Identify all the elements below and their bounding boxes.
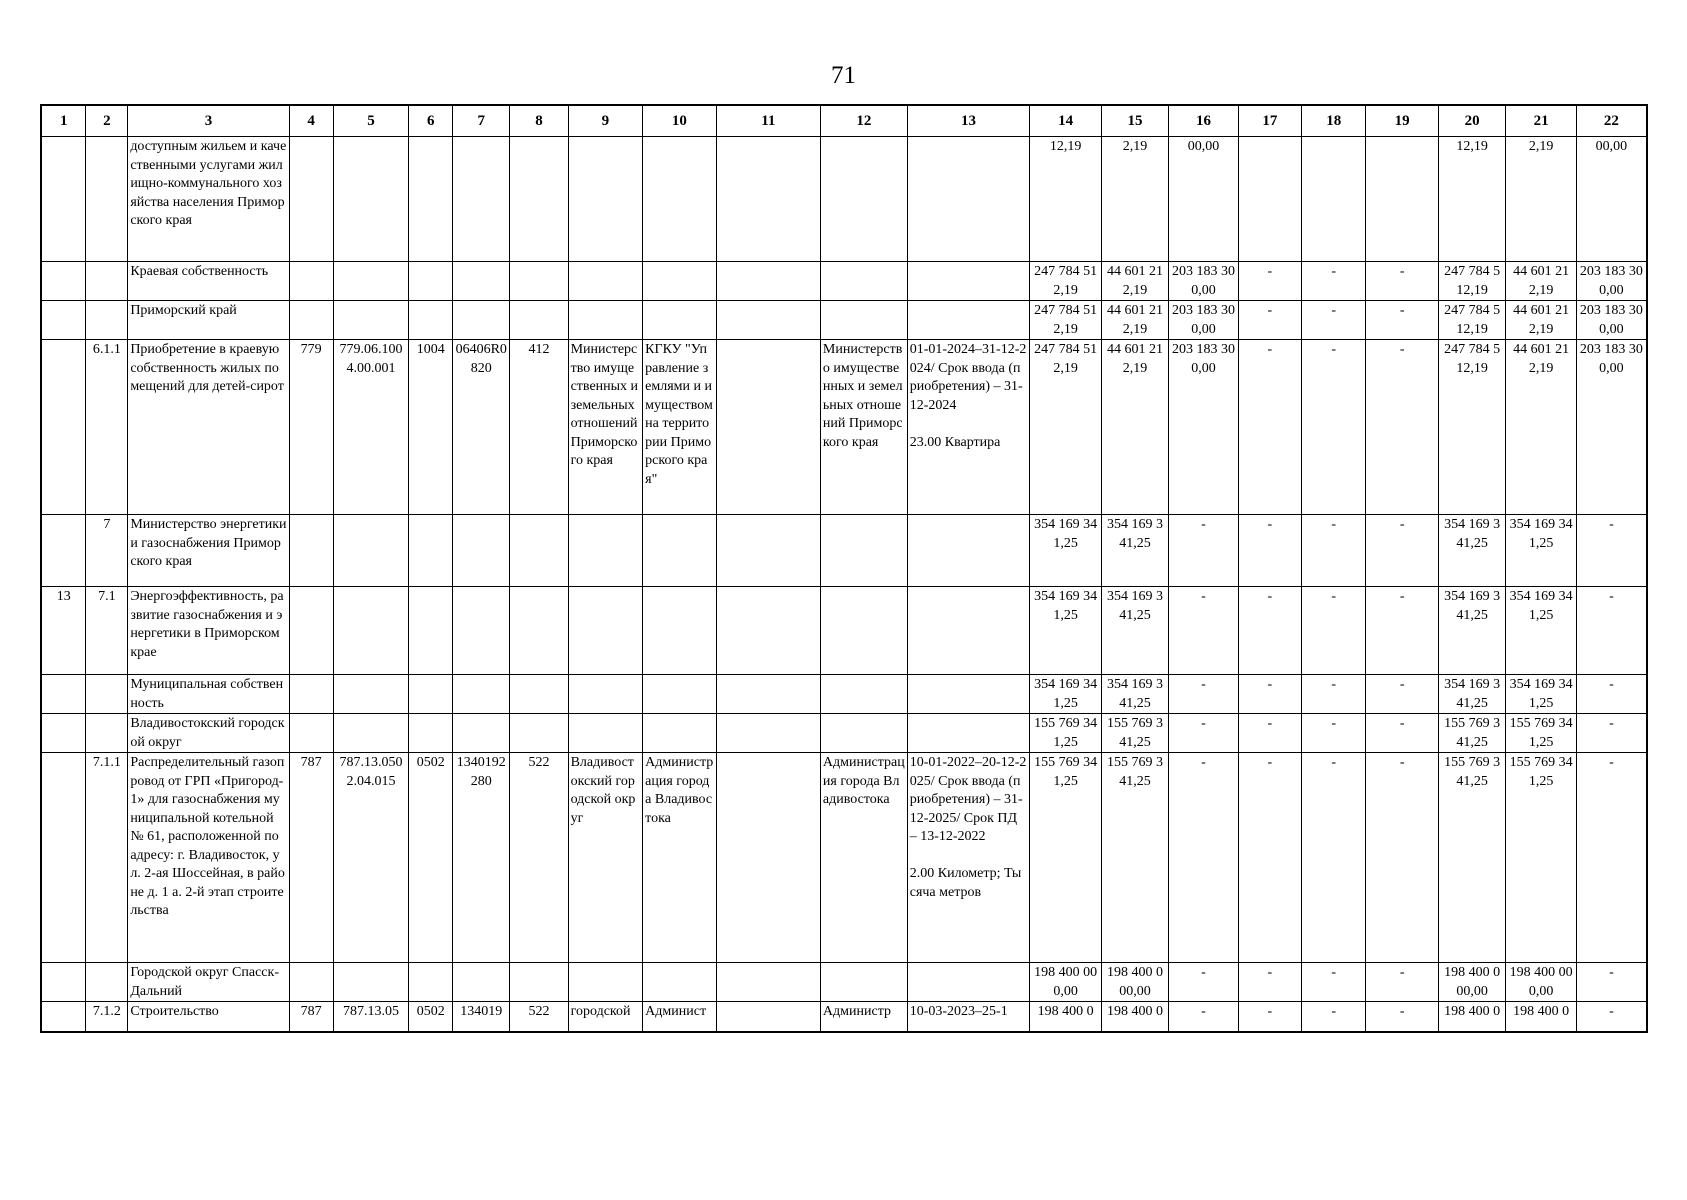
table-row: [41, 714, 1647, 753]
table-cell: [289, 515, 333, 587]
table-cell: 155 769 341,25: [1030, 753, 1102, 963]
table-cell: Строительство: [128, 1002, 289, 1032]
table-cell: [333, 301, 409, 340]
table-cell: -: [1169, 1002, 1238, 1032]
table-row: [41, 137, 1647, 262]
table-cell: [643, 675, 717, 714]
table-cell: 155 769 341,25: [1101, 753, 1168, 963]
column-header: 17: [1238, 105, 1301, 137]
table-cell: -: [1238, 340, 1301, 515]
table-row: [41, 262, 1647, 301]
table-cell: 1340192280: [453, 753, 510, 963]
table-cell: [289, 262, 333, 301]
table-row: [41, 587, 1647, 675]
table-cell: [716, 753, 820, 963]
table-cell: 787.13.0502.04.015: [333, 753, 409, 963]
table-cell: -: [1302, 753, 1366, 963]
table-header-row: [41, 105, 1647, 137]
table-cell: [1366, 137, 1439, 262]
table-cell: [716, 587, 820, 675]
table-cell: [820, 301, 907, 340]
table-cell: 198 400 0: [1438, 1002, 1505, 1032]
column-header: 5: [333, 105, 409, 137]
table-cell: [409, 714, 453, 753]
table-cell: 155 769 341,25: [1438, 714, 1505, 753]
table-cell: -: [1169, 753, 1238, 963]
table-cell: Энергоэффективность, развитие газоснабжения и энергетики в Приморском крае: [128, 587, 289, 675]
table-cell: 44 601 212,19: [1101, 301, 1168, 340]
table-cell: 354 169 341,25: [1506, 515, 1576, 587]
table-cell: -: [1238, 963, 1301, 1002]
table-cell: [716, 301, 820, 340]
table-cell: [907, 675, 1030, 714]
table-cell: [716, 714, 820, 753]
table-cell: 354 169 341,25: [1101, 587, 1168, 675]
table-cell: 44 601 212,19: [1506, 301, 1576, 340]
table-cell: [409, 587, 453, 675]
table-cell: -: [1238, 1002, 1301, 1032]
table-cell: [510, 515, 568, 587]
table-cell: [568, 963, 643, 1002]
table-cell: [643, 963, 717, 1002]
table-cell: -: [1302, 963, 1366, 1002]
table-cell: [86, 714, 128, 753]
table-cell: 522: [510, 753, 568, 963]
table-cell: [820, 587, 907, 675]
table-cell: Владивостокский городской округ: [128, 714, 289, 753]
table-cell: [1302, 137, 1366, 262]
table-cell: 10-01-2022–20-12-2025/ Срок ввода (приобретения) – 31-12-2025/ Срок ПД – 13-12-2022 2.00 Километр; Тысяча метров: [907, 753, 1030, 963]
table-row: [41, 963, 1647, 1002]
table-cell: 1004: [409, 340, 453, 515]
table-cell: 2,19: [1101, 137, 1168, 262]
table-cell: [716, 340, 820, 515]
table-cell: -: [1366, 587, 1439, 675]
table-cell: [716, 515, 820, 587]
table-cell: -: [1302, 340, 1366, 515]
table-cell: -: [1576, 753, 1647, 963]
table-cell: -: [1238, 587, 1301, 675]
table-cell: 198 400 000,00: [1101, 963, 1168, 1002]
table-cell: -: [1238, 515, 1301, 587]
table-cell: [820, 515, 907, 587]
table-cell: городской: [568, 1002, 643, 1032]
column-header: 20: [1438, 105, 1505, 137]
table-row: [41, 515, 1647, 587]
table-cell: [510, 587, 568, 675]
table-cell: -: [1366, 675, 1439, 714]
table-cell: [289, 963, 333, 1002]
table-cell: Министерство имущественных и земельных отношений Приморского края: [568, 340, 643, 515]
table-cell: 354 169 341,25: [1506, 675, 1576, 714]
table-cell: -: [1169, 714, 1238, 753]
table-cell: 203 183 300,00: [1169, 301, 1238, 340]
table-cell: -: [1169, 675, 1238, 714]
table-row: [41, 301, 1647, 340]
table-cell: [643, 262, 717, 301]
table-cell: 7: [86, 515, 128, 587]
table-cell: [510, 675, 568, 714]
table-cell: Муниципальная собственность: [128, 675, 289, 714]
table-row: [41, 340, 1647, 515]
table-cell: [86, 675, 128, 714]
table-cell: -: [1238, 301, 1301, 340]
table-body: [41, 137, 1647, 1032]
table-cell: [453, 963, 510, 1002]
table-cell: [1238, 137, 1301, 262]
table-cell: 247 784 512,19: [1030, 301, 1102, 340]
table-cell: -: [1576, 515, 1647, 587]
table-cell: 354 169 341,25: [1438, 587, 1505, 675]
table-cell: 203 183 300,00: [1576, 301, 1647, 340]
table-cell: [510, 301, 568, 340]
table-cell: [41, 340, 86, 515]
column-header: 7: [453, 105, 510, 137]
column-header: 22: [1576, 105, 1647, 137]
table-cell: 203 183 300,00: [1169, 262, 1238, 301]
table-cell: 7.1.1: [86, 753, 128, 963]
table-cell: 13: [41, 587, 86, 675]
column-header: 11: [716, 105, 820, 137]
table-cell: -: [1366, 340, 1439, 515]
table-cell: 203 183 300,00: [1576, 340, 1647, 515]
table-cell: [41, 137, 86, 262]
table-cell: [453, 587, 510, 675]
table-cell: [289, 301, 333, 340]
table-cell: [41, 262, 86, 301]
table-cell: 354 169 341,25: [1030, 515, 1102, 587]
table-cell: 06406R0820: [453, 340, 510, 515]
table-cell: [510, 714, 568, 753]
table-cell: 00,00: [1169, 137, 1238, 262]
column-header: 10: [643, 105, 717, 137]
table-cell: -: [1238, 262, 1301, 301]
table-cell: [907, 515, 1030, 587]
table-cell: [41, 714, 86, 753]
table-cell: [86, 262, 128, 301]
table-cell: 522: [510, 1002, 568, 1032]
table-cell: [409, 137, 453, 262]
table-cell: [333, 515, 409, 587]
table-cell: [643, 301, 717, 340]
table-cell: 779: [289, 340, 333, 515]
table-cell: 787: [289, 753, 333, 963]
table-cell: [716, 1002, 820, 1032]
table-cell: 354 169 341,25: [1506, 587, 1576, 675]
column-header: 21: [1506, 105, 1576, 137]
table-cell: Администрация города Владивостока: [643, 753, 717, 963]
table-cell: -: [1302, 714, 1366, 753]
table-cell: 155 769 341,25: [1506, 753, 1576, 963]
table-cell: [409, 963, 453, 1002]
table-row: [41, 753, 1647, 963]
table-cell: 198 400 000,00: [1438, 963, 1505, 1002]
table-cell: 198 400 000,00: [1030, 963, 1102, 1002]
table-cell: 7.1: [86, 587, 128, 675]
table-cell: [409, 301, 453, 340]
table-cell: -: [1366, 262, 1439, 301]
column-header: 8: [510, 105, 568, 137]
table-cell: [820, 675, 907, 714]
table-cell: 247 784 512,19: [1438, 340, 1505, 515]
table-cell: [643, 515, 717, 587]
table-cell: 203 183 300,00: [1576, 262, 1647, 301]
table-cell: Администр: [820, 1002, 907, 1032]
table-cell: 44 601 212,19: [1506, 262, 1576, 301]
column-header: 4: [289, 105, 333, 137]
table-cell: [568, 515, 643, 587]
table-cell: -: [1302, 675, 1366, 714]
table-cell: [41, 753, 86, 963]
table-cell: 12,19: [1438, 137, 1505, 262]
table-cell: [907, 301, 1030, 340]
table-cell: Администрация города Владивостока: [820, 753, 907, 963]
column-header: 6: [409, 105, 453, 137]
table-cell: [41, 301, 86, 340]
table-cell: 44 601 212,19: [1101, 262, 1168, 301]
table-cell: [716, 675, 820, 714]
table-cell: Админист: [643, 1002, 717, 1032]
table-cell: [820, 262, 907, 301]
table-cell: 00,00: [1576, 137, 1647, 262]
table-cell: [453, 301, 510, 340]
table-cell: [568, 675, 643, 714]
table-cell: [820, 137, 907, 262]
table-cell: [453, 714, 510, 753]
table-cell: [907, 714, 1030, 753]
budget-table: [40, 104, 1648, 1033]
table-cell: -: [1302, 262, 1366, 301]
table-cell: [453, 137, 510, 262]
table-cell: -: [1366, 1002, 1439, 1032]
table-cell: 155 769 341,25: [1438, 753, 1505, 963]
table-cell: [643, 137, 717, 262]
table-cell: 247 784 512,19: [1030, 262, 1102, 301]
column-header: 13: [907, 105, 1030, 137]
table-cell: [333, 963, 409, 1002]
table-cell: [568, 137, 643, 262]
column-header: 12: [820, 105, 907, 137]
table-cell: 198 400 000,00: [1506, 963, 1576, 1002]
table-cell: -: [1366, 515, 1439, 587]
table-cell: [453, 515, 510, 587]
table-cell: 155 769 341,25: [1101, 714, 1168, 753]
table-cell: -: [1169, 515, 1238, 587]
table-cell: 198 400 0: [1506, 1002, 1576, 1032]
column-header: 3: [128, 105, 289, 137]
table-cell: -: [1302, 1002, 1366, 1032]
table-cell: Министерство энергетики и газоснабжения Приморского края: [128, 515, 289, 587]
table-cell: [333, 137, 409, 262]
column-header: 15: [1101, 105, 1168, 137]
table-cell: Краевая собственность: [128, 262, 289, 301]
column-header: 9: [568, 105, 643, 137]
column-header: 1: [41, 105, 86, 137]
column-header: 19: [1366, 105, 1439, 137]
table-cell: 134019: [453, 1002, 510, 1032]
table-cell: 155 769 341,25: [1030, 714, 1102, 753]
table-cell: Приобретение в краевую собственность жилых помещений для детей-сирот: [128, 340, 289, 515]
column-header: 16: [1169, 105, 1238, 137]
table-cell: [333, 262, 409, 301]
table-cell: [41, 675, 86, 714]
table-cell: -: [1238, 753, 1301, 963]
table-cell: [453, 675, 510, 714]
table-cell: [568, 262, 643, 301]
table-cell: -: [1302, 587, 1366, 675]
table-cell: 247 784 512,19: [1438, 301, 1505, 340]
table-cell: [41, 1002, 86, 1032]
table-cell: 198 400 0: [1030, 1002, 1102, 1032]
table-cell: 198 400 0: [1101, 1002, 1168, 1032]
table-cell: -: [1576, 675, 1647, 714]
table-cell: [409, 262, 453, 301]
table-cell: -: [1238, 675, 1301, 714]
table-cell: Распределительный газопровод от ГРП «Пригород-1» для газоснабжения муниципальной котельной № 61, расположенной по адресу: г. Владивосток, ул. 2-ая Шоссейная, в районе д. 1 а. 2-й этап строительства: [128, 753, 289, 963]
table-cell: -: [1169, 587, 1238, 675]
table-cell: [41, 515, 86, 587]
table-cell: [333, 587, 409, 675]
table-cell: 44 601 212,19: [1101, 340, 1168, 515]
table-cell: 203 183 300,00: [1169, 340, 1238, 515]
table-cell: [643, 587, 717, 675]
column-header: 2: [86, 105, 128, 137]
table-cell: 787.13.05: [333, 1002, 409, 1032]
page-number: 71: [831, 62, 856, 89]
table-cell: 787: [289, 1002, 333, 1032]
table-cell: [289, 675, 333, 714]
table-cell: -: [1576, 587, 1647, 675]
table-cell: 354 169 341,25: [1030, 587, 1102, 675]
table-cell: 354 169 341,25: [1030, 675, 1102, 714]
table-cell: 354 169 341,25: [1101, 515, 1168, 587]
table-cell: Приморский край: [128, 301, 289, 340]
table-cell: [716, 262, 820, 301]
table-cell: [333, 714, 409, 753]
table-cell: [716, 137, 820, 262]
table-cell: [907, 262, 1030, 301]
table-cell: -: [1576, 714, 1647, 753]
table-cell: [333, 675, 409, 714]
table-cell: [409, 675, 453, 714]
table-cell: 412: [510, 340, 568, 515]
table-cell: [568, 301, 643, 340]
table-cell: -: [1576, 963, 1647, 1002]
table-cell: [510, 963, 568, 1002]
table-cell: КГКУ "Управление землями и имуществом на территории Приморского края": [643, 340, 717, 515]
column-header: 18: [1302, 105, 1366, 137]
table-cell: -: [1302, 301, 1366, 340]
table-cell: 247 784 512,19: [1438, 262, 1505, 301]
table-cell: [568, 714, 643, 753]
table-cell: -: [1576, 1002, 1647, 1032]
table-cell: [86, 137, 128, 262]
table-cell: -: [1366, 714, 1439, 753]
table-cell: [820, 963, 907, 1002]
table-cell: -: [1302, 515, 1366, 587]
table-cell: 7.1.2: [86, 1002, 128, 1032]
table-cell: [289, 714, 333, 753]
table-cell: [453, 262, 510, 301]
table-cell: Министерство имущественных и земельных отношений Приморского края: [820, 340, 907, 515]
column-header: 14: [1030, 105, 1102, 137]
table-cell: [907, 587, 1030, 675]
table-cell: [86, 963, 128, 1002]
table-cell: -: [1366, 301, 1439, 340]
table-cell: [716, 963, 820, 1002]
table-cell: -: [1366, 963, 1439, 1002]
table-cell: [86, 301, 128, 340]
table-cell: [568, 587, 643, 675]
table-cell: [643, 714, 717, 753]
table-cell: 779.06.1004.00.001: [333, 340, 409, 515]
table-cell: 2,19: [1506, 137, 1576, 262]
table-cell: 354 169 341,25: [1438, 515, 1505, 587]
table-cell: [907, 963, 1030, 1002]
table-cell: 10-03-2023–25-1: [907, 1002, 1030, 1032]
table-cell: 155 769 341,25: [1506, 714, 1576, 753]
table-cell: -: [1366, 753, 1439, 963]
table-cell: [289, 587, 333, 675]
table-cell: 12,19: [1030, 137, 1102, 262]
table-cell: [907, 137, 1030, 262]
table-row: [41, 1002, 1647, 1032]
table-cell: [41, 963, 86, 1002]
table-cell: -: [1238, 714, 1301, 753]
table-cell: [289, 137, 333, 262]
table-cell: [510, 137, 568, 262]
table-cell: доступным жильем и качественными услугами жилищно-коммунального хозяйства населения Приморского края: [128, 137, 289, 262]
table-cell: 6.1.1: [86, 340, 128, 515]
table-cell: [820, 714, 907, 753]
table-cell: 44 601 212,19: [1506, 340, 1576, 515]
table-cell: 354 169 341,25: [1438, 675, 1505, 714]
table-cell: 354 169 341,25: [1101, 675, 1168, 714]
table-cell: Владивостокский городской округ: [568, 753, 643, 963]
table-cell: 247 784 512,19: [1030, 340, 1102, 515]
table-cell: [409, 515, 453, 587]
table-cell: 01-01-2024–31-12-2024/ Срок ввода (приобретения) – 31-12-2024 23.00 Квартира: [907, 340, 1030, 515]
table-cell: Городской округ Спасск-Дальний: [128, 963, 289, 1002]
table-cell: -: [1169, 963, 1238, 1002]
table-row: [41, 675, 1647, 714]
table-cell: 0502: [409, 1002, 453, 1032]
table-cell: [510, 262, 568, 301]
table-cell: 0502: [409, 753, 453, 963]
